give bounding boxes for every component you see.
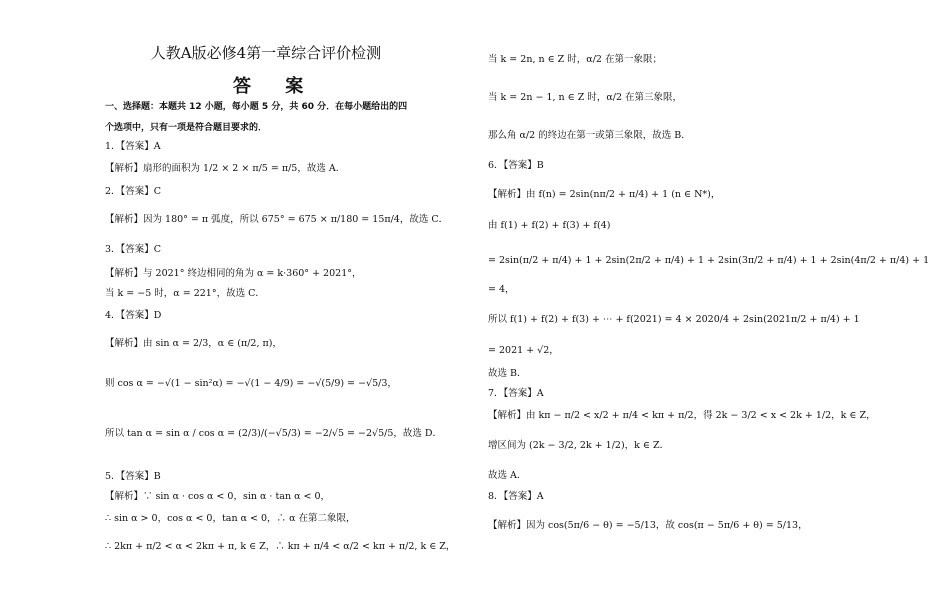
answer-5-conclusion: 那么角 α/2 的终边在第一或第三象限，故选 B． <box>488 130 691 141</box>
answer-7-explanation: 【解析】由 kπ − π/2 < x/2 + π/4 < kπ + π/2，得 2k − 3/2 < x < 2k + 1/2，k ∈ Z， <box>488 410 876 421</box>
answer-8-label: 8．【答案】A <box>488 491 544 502</box>
answer-7-choice: 故选 A． <box>488 470 527 481</box>
answer-7-interval: 增区间为 (2k − 3/2, 2k + 1/2)，k ∈ Z． <box>488 440 670 451</box>
answer-6-total: 所以 f(1) + f(2) + f(3) + ⋯ + f(2021) = 4 × 2020/4 + 2sin(2021π/2 + π/4) + 1 <box>488 314 860 325</box>
answer-3-explanation: 【解析】与 2021° 终边相同的角为 α = k·360° + 2021°， <box>105 268 362 279</box>
answer-6-explanation: 【解析】由 f(n) = 2sin(nπ/2 + π/4) + 1 (n ∈ N*)， <box>488 189 721 200</box>
answer-6-result: = 2021 + √2， <box>488 345 559 356</box>
answer-6-choice: 故选 B． <box>488 368 527 379</box>
answer-8-explanation: 【解析】因为 cos(5π/6 − θ) = −5/13，故 cos(π − 5π/6 + θ) = 5/13， <box>488 520 808 531</box>
document-title: 人教A版必修4第一章综合评价检测 <box>150 44 382 62</box>
answer-5-detail: ∴ sin α > 0，cos α < 0，tan α < 0，∴ α 在第二象限， <box>105 513 356 524</box>
answer-5-range: ∴ 2kπ + π/2 < α < 2kπ + π, k ∈ Z，∴ kπ + π/4 < α/2 < kπ + π/2, k ∈ Z， <box>105 541 456 552</box>
answer-5-case2: 当 k = 2n − 1, n ∈ Z 时，α/2 在第三象限， <box>488 92 683 103</box>
answer-1-explanation: 【解析】扇形的面积为 1/2 × 2 × π/5 = π/5，故选 A． <box>105 163 346 174</box>
answer-5-explanation: 【解析】∵ sin α · cos α < 0，sin α · tan α < 0， <box>105 491 331 502</box>
answer-1-label: 1．【答案】A <box>105 141 161 152</box>
section-instruction-line2: 个选项中，只有一项是符合题目要求的． <box>105 123 268 133</box>
answer-2-label: 2．【答案】C <box>105 186 162 197</box>
answer-5-label: 5．【答案】B <box>105 471 161 482</box>
answer-4-cos: 则 cos α = −√(1 − sin²α) = −√(1 − 4/9) = −√(5/9) = −√5/3， <box>105 378 397 389</box>
answer-6-value: = 4， <box>488 284 515 295</box>
answer-4-tan: 所以 tan α = sin α / cos α = (2/3)/(−√5/3) = −2/√5 = −2√5/5，故选 D． <box>105 428 443 439</box>
answer-4-explanation: 【解析】由 sin α = 2/3，α ∈ (π/2, π)， <box>105 338 282 349</box>
answer-5-case1: 当 k = 2n, n ∈ Z 时，α/2 在第一象限； <box>488 54 662 65</box>
answer-6-expand: = 2sin(π/2 + π/4) + 1 + 2sin(2π/2 + π/4) + 1 + 2sin(3π/2 + π/4) + 1 + 2sin(4π/2 + π/4) + 1 <box>488 255 929 266</box>
answer-7-label: 7．【答案】A <box>488 388 544 399</box>
answer-3-label: 3．【答案】C <box>105 244 162 255</box>
section-instruction-line1: 一、选择题：本题共 12 小题，每小题 5 分，共 60 分．在每小题给出的四 <box>105 102 408 112</box>
answer-4-label: 4．【答案】D <box>105 310 162 321</box>
answer-6-sum: 由 f(1) + f(2) + f(3) + f(4) <box>488 220 611 231</box>
answer-6-label: 6．【答案】B <box>488 160 544 171</box>
answer-2-explanation: 【解析】因为 180° = π 弧度，所以 675° = 675 × π/180 = 15π/4，故选 C． <box>105 214 449 225</box>
answer-3-detail: 当 k = −5 时，α = 221°，故选 C． <box>105 288 265 299</box>
answer-heading: 答 案 <box>233 76 318 97</box>
